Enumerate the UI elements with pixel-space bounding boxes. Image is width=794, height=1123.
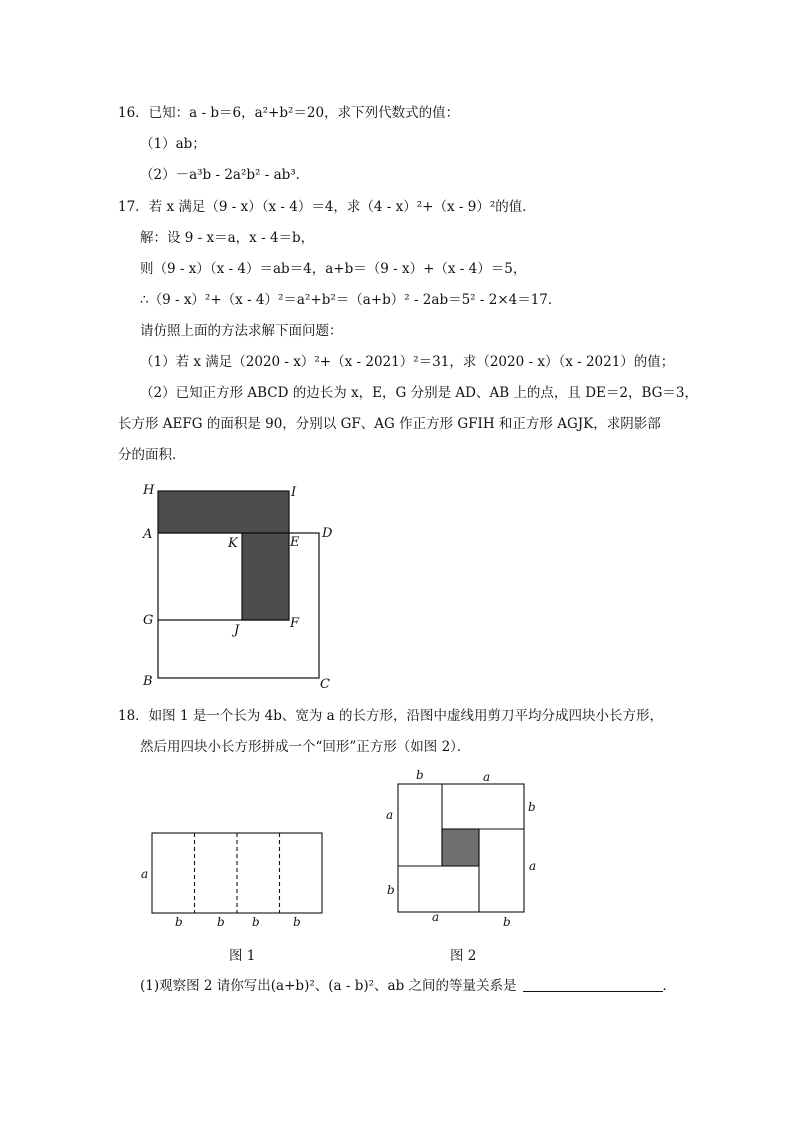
- q18-sub1: [140, 977, 676, 995]
- label-f: F: [290, 616, 300, 631]
- label-g: G: [143, 613, 154, 628]
- q17-solution-1: 解：设 9 - x＝a，x - 4＝b，: [140, 230, 315, 246]
- label-j: J: [234, 623, 240, 638]
- inner-square: [442, 829, 479, 866]
- fig1-label-b3: b: [252, 915, 260, 929]
- fig2-label-bottom-a: a: [432, 910, 440, 924]
- label-b: B: [143, 674, 153, 689]
- q16-part2: （2）－a³b - 2a²b² - ab³．: [140, 167, 310, 183]
- fig2-label-right-a: a: [529, 859, 537, 873]
- q17-head: 17．若 x 满足（9 - x）（x - 4）＝4，求（4 - x）²+（x - 9）²的值．: [118, 199, 536, 215]
- figure-1-caption: 图 1: [229, 948, 256, 964]
- label-i: I: [291, 485, 297, 500]
- label-e: E: [290, 535, 300, 550]
- label-k: K: [228, 536, 238, 551]
- q17-instruction: 请仿照上面的方法求解下面问题：: [140, 323, 343, 339]
- fig1-label-b4: b: [293, 915, 301, 929]
- q17-part2-line3: 分的面积．: [118, 447, 186, 463]
- fig1-label-a: a: [141, 867, 149, 881]
- answer-blank[interactable]: [523, 977, 663, 992]
- fig2-label-top-a: a: [483, 770, 491, 784]
- label-d: D: [322, 526, 333, 541]
- fig1-label-b1: b: [175, 915, 183, 929]
- fig2-label-top-b: b: [416, 768, 424, 782]
- q16-part1: （1）ab；: [140, 136, 206, 152]
- fig2-label-left-a: a: [386, 808, 394, 822]
- q17-solution-2: 则（9 - x）（x - 4）＝ab＝4，a+b＝（9 - x）+（x - 4）＝5，: [140, 261, 527, 277]
- q18-sub1-end: ．: [662, 978, 677, 994]
- q17-solution-3: ∴（9 - x）²+（x - 4）²＝a²+b²＝（a+b）² - 2ab＝5² - 2×4＝17．: [140, 292, 562, 308]
- q17-part1: （1）若 x 满足（2020 - x）²+（x - 2021）²＝31，求（2020 - x）（x - 2021）的值；: [140, 354, 675, 370]
- q18-sub1-text: (1)观察图 2 请你写出(a+b)²、(a - b)²、ab 之间的等量关系是: [140, 978, 517, 994]
- label-c: C: [320, 677, 330, 692]
- fig1-label-b2: b: [217, 915, 225, 929]
- figure-2-caption: 图 2: [450, 948, 477, 964]
- fig2-label-bottom-b: b: [503, 915, 511, 929]
- q18-head-line2: 然后用四块小长方形拼成一个“回形”正方形（如图 2）．: [140, 739, 471, 755]
- figure-1: [152, 833, 322, 913]
- label-h: H: [143, 483, 155, 498]
- label-a: A: [143, 527, 153, 542]
- q16-head: 16．已知：a - b＝6，a²+b²＝20，求下列代数式的值：: [118, 105, 460, 121]
- figure-2: [398, 784, 524, 912]
- fig2-label-left-b: b: [387, 883, 395, 897]
- q17-part2-line2: 长方形 AEFG 的面积是 90，分别以 GF、AG 作正方形 GFIH 和正方形 AGJK，求阴影部: [118, 416, 661, 432]
- q18-head-line1: 18．如图 1 是一个长为 4b、宽为 a 的长方形，沿图中虚线用剪刀平均分成四块小长方形，: [118, 708, 664, 724]
- q17-part2-line1: （2）已知正方形 ABCD 的边长为 x，E，G 分别是 AD、AB 上的点，且 DE＝2，BG＝3，: [140, 385, 699, 401]
- fig2-label-right-b: b: [528, 800, 536, 814]
